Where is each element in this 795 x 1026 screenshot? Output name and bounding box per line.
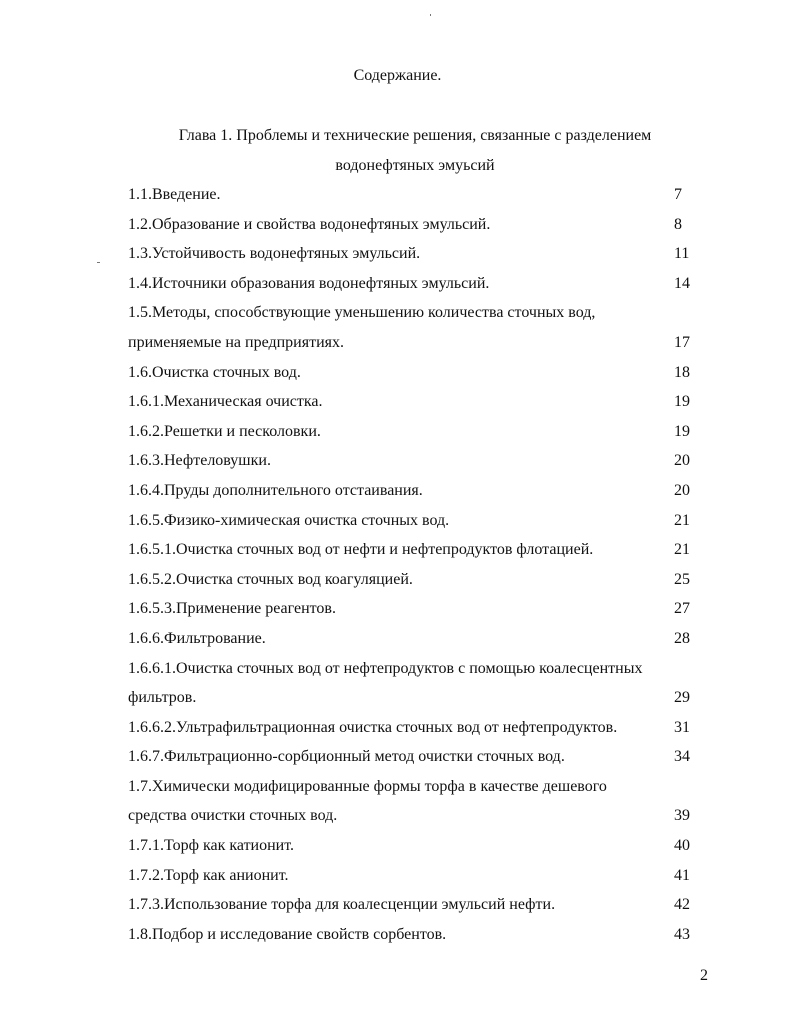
toc-entry-text: 1.6.7.Фильтрационно-сорбционный метод очистки сточных вод. [128, 748, 565, 766]
page-number: 2 [700, 967, 708, 984]
toc-entry-text: 1.6.6.Фильтрование. [128, 629, 266, 647]
toc-entry-text: 1.4.Источники образования водонефтяных эмульсий. [128, 274, 490, 292]
toc-entry-page: 40 [674, 837, 690, 855]
toc-entry-page: 7 [674, 186, 682, 203]
toc-entry-text: 1.5.Методы, способствующие уменьшению количества сточных вод, [128, 304, 596, 322]
toc-row [128, 597, 708, 627]
toc-entry-page: 25 [674, 570, 690, 588]
toc-entry-text: 1.7.1.Торф как катионит. [128, 837, 295, 855]
toc-entry-text: 1.6.6.1.Очистка сточных вод от нефтепродуктов с помощью коалесцентных [128, 659, 643, 677]
toc-row [128, 893, 708, 923]
toc-entry-text: 1.8.Подбор и исследование свойств сорбентов. [128, 925, 447, 943]
toc-row [128, 686, 708, 716]
toc-entry-page: 41 [674, 866, 690, 884]
table-of-contents [128, 183, 708, 952]
toc-entry-page: 34 [674, 748, 690, 766]
toc-row [128, 804, 708, 834]
toc-entry-page: 31 [674, 718, 690, 736]
toc-row [128, 479, 708, 509]
toc-entry-page: 21 [674, 541, 690, 559]
toc-entry-text: 1.6.4.Пруды дополнительного отстаивания. [128, 481, 423, 499]
toc-entry-page: 39 [674, 807, 690, 825]
toc-row [128, 627, 708, 657]
toc-row [128, 716, 708, 746]
toc-row [128, 568, 708, 598]
chapter-heading-line-1: Глава 1. Проблемы и технические решения, связанные с разделением [178, 127, 652, 144]
scan-speck [430, 14, 431, 16]
toc-entry-page: 21 [674, 511, 690, 529]
toc-row [128, 509, 708, 539]
toc-entry-text: 1.7.2.Торф как анионит. [128, 866, 289, 884]
toc-row [128, 272, 708, 302]
toc-entry-text: 1.6.1.Механическая очистка. [128, 393, 323, 411]
toc-entry-page: 27 [674, 600, 690, 618]
toc-entry-text: 1.6.5.1.Очистка сточных вод от нефти и нефтепродуктов флотацией. [128, 541, 594, 559]
toc-row [128, 420, 708, 450]
toc-entry-text: 1.6.2.Решетки и песколовки. [128, 422, 321, 440]
toc-row [128, 834, 708, 864]
toc-row [128, 745, 708, 775]
toc-entry-page: 19 [674, 422, 690, 440]
toc-row [128, 449, 708, 479]
toc-entry-page: 42 [674, 896, 690, 914]
toc-entry-text: фильтров. [128, 689, 197, 707]
toc-entry-page: 17 [674, 333, 690, 351]
toc-entry-page: 8 [674, 215, 682, 233]
toc-entry-text: 1.6.Очистка сточных вод. [128, 363, 301, 381]
toc-row [128, 242, 708, 272]
toc-entry-text: 1.6.3.Нефтеловушки. [128, 452, 271, 470]
toc-entry-text: 1.2.Образование и свойства водонефтяных эмульсий. [128, 215, 491, 233]
toc-row [128, 775, 708, 805]
toc-row [128, 923, 708, 953]
toc-row [128, 361, 708, 391]
toc-entry-page: 14 [674, 274, 690, 292]
toc-entry-page: 29 [674, 689, 690, 707]
toc-entry-text: 1.6.5.Физико-химическая очистка сточных вод. [128, 511, 450, 529]
scan-speck [97, 262, 100, 263]
toc-entry-page: 11 [674, 245, 690, 263]
toc-entry-page: 19 [674, 393, 690, 411]
toc-row [128, 301, 708, 331]
toc-row [128, 864, 708, 894]
toc-entry-text: средства очистки сточных вод. [128, 807, 338, 825]
toc-entry-text: 1.6.5.3.Применение реагентов. [128, 600, 336, 618]
toc-entry-page: 18 [674, 363, 690, 381]
chapter-heading-line-2: водонефтяных эмуьсий [335, 157, 495, 174]
toc-entry-page: 20 [674, 452, 690, 470]
toc-row [128, 390, 708, 420]
toc-entry-page: 43 [674, 925, 690, 943]
toc-row [128, 183, 708, 213]
toc-entry-text: 1.7.Химически модифицированные формы торфа в качестве дешевого [128, 777, 607, 795]
toc-row [128, 538, 708, 568]
toc-entry-page: 20 [674, 481, 690, 499]
toc-entry-text: 1.6.6.2.Ультрафильтрационная очистка сточных вод от нефтепродуктов. [128, 718, 618, 736]
toc-entry-text: применяемые на предприятиях. [128, 333, 345, 351]
toc-row [128, 657, 708, 687]
toc-entry-text: 1.3.Устойчивость водонефтяных эмульсий. [128, 245, 421, 263]
toc-row [128, 331, 708, 361]
toc-entry-page: 28 [674, 629, 690, 647]
toc-entry-text: 1.6.5.2.Очистка сточных вод коагуляцией. [128, 570, 413, 588]
page-title: Содержание. [353, 67, 442, 84]
toc-row [128, 213, 708, 243]
toc-entry-text: 1.7.3.Использование торфа для коалесценции эмульсий нефти. [128, 896, 556, 914]
toc-entry-text: 1.1.Введение. [128, 186, 221, 203]
